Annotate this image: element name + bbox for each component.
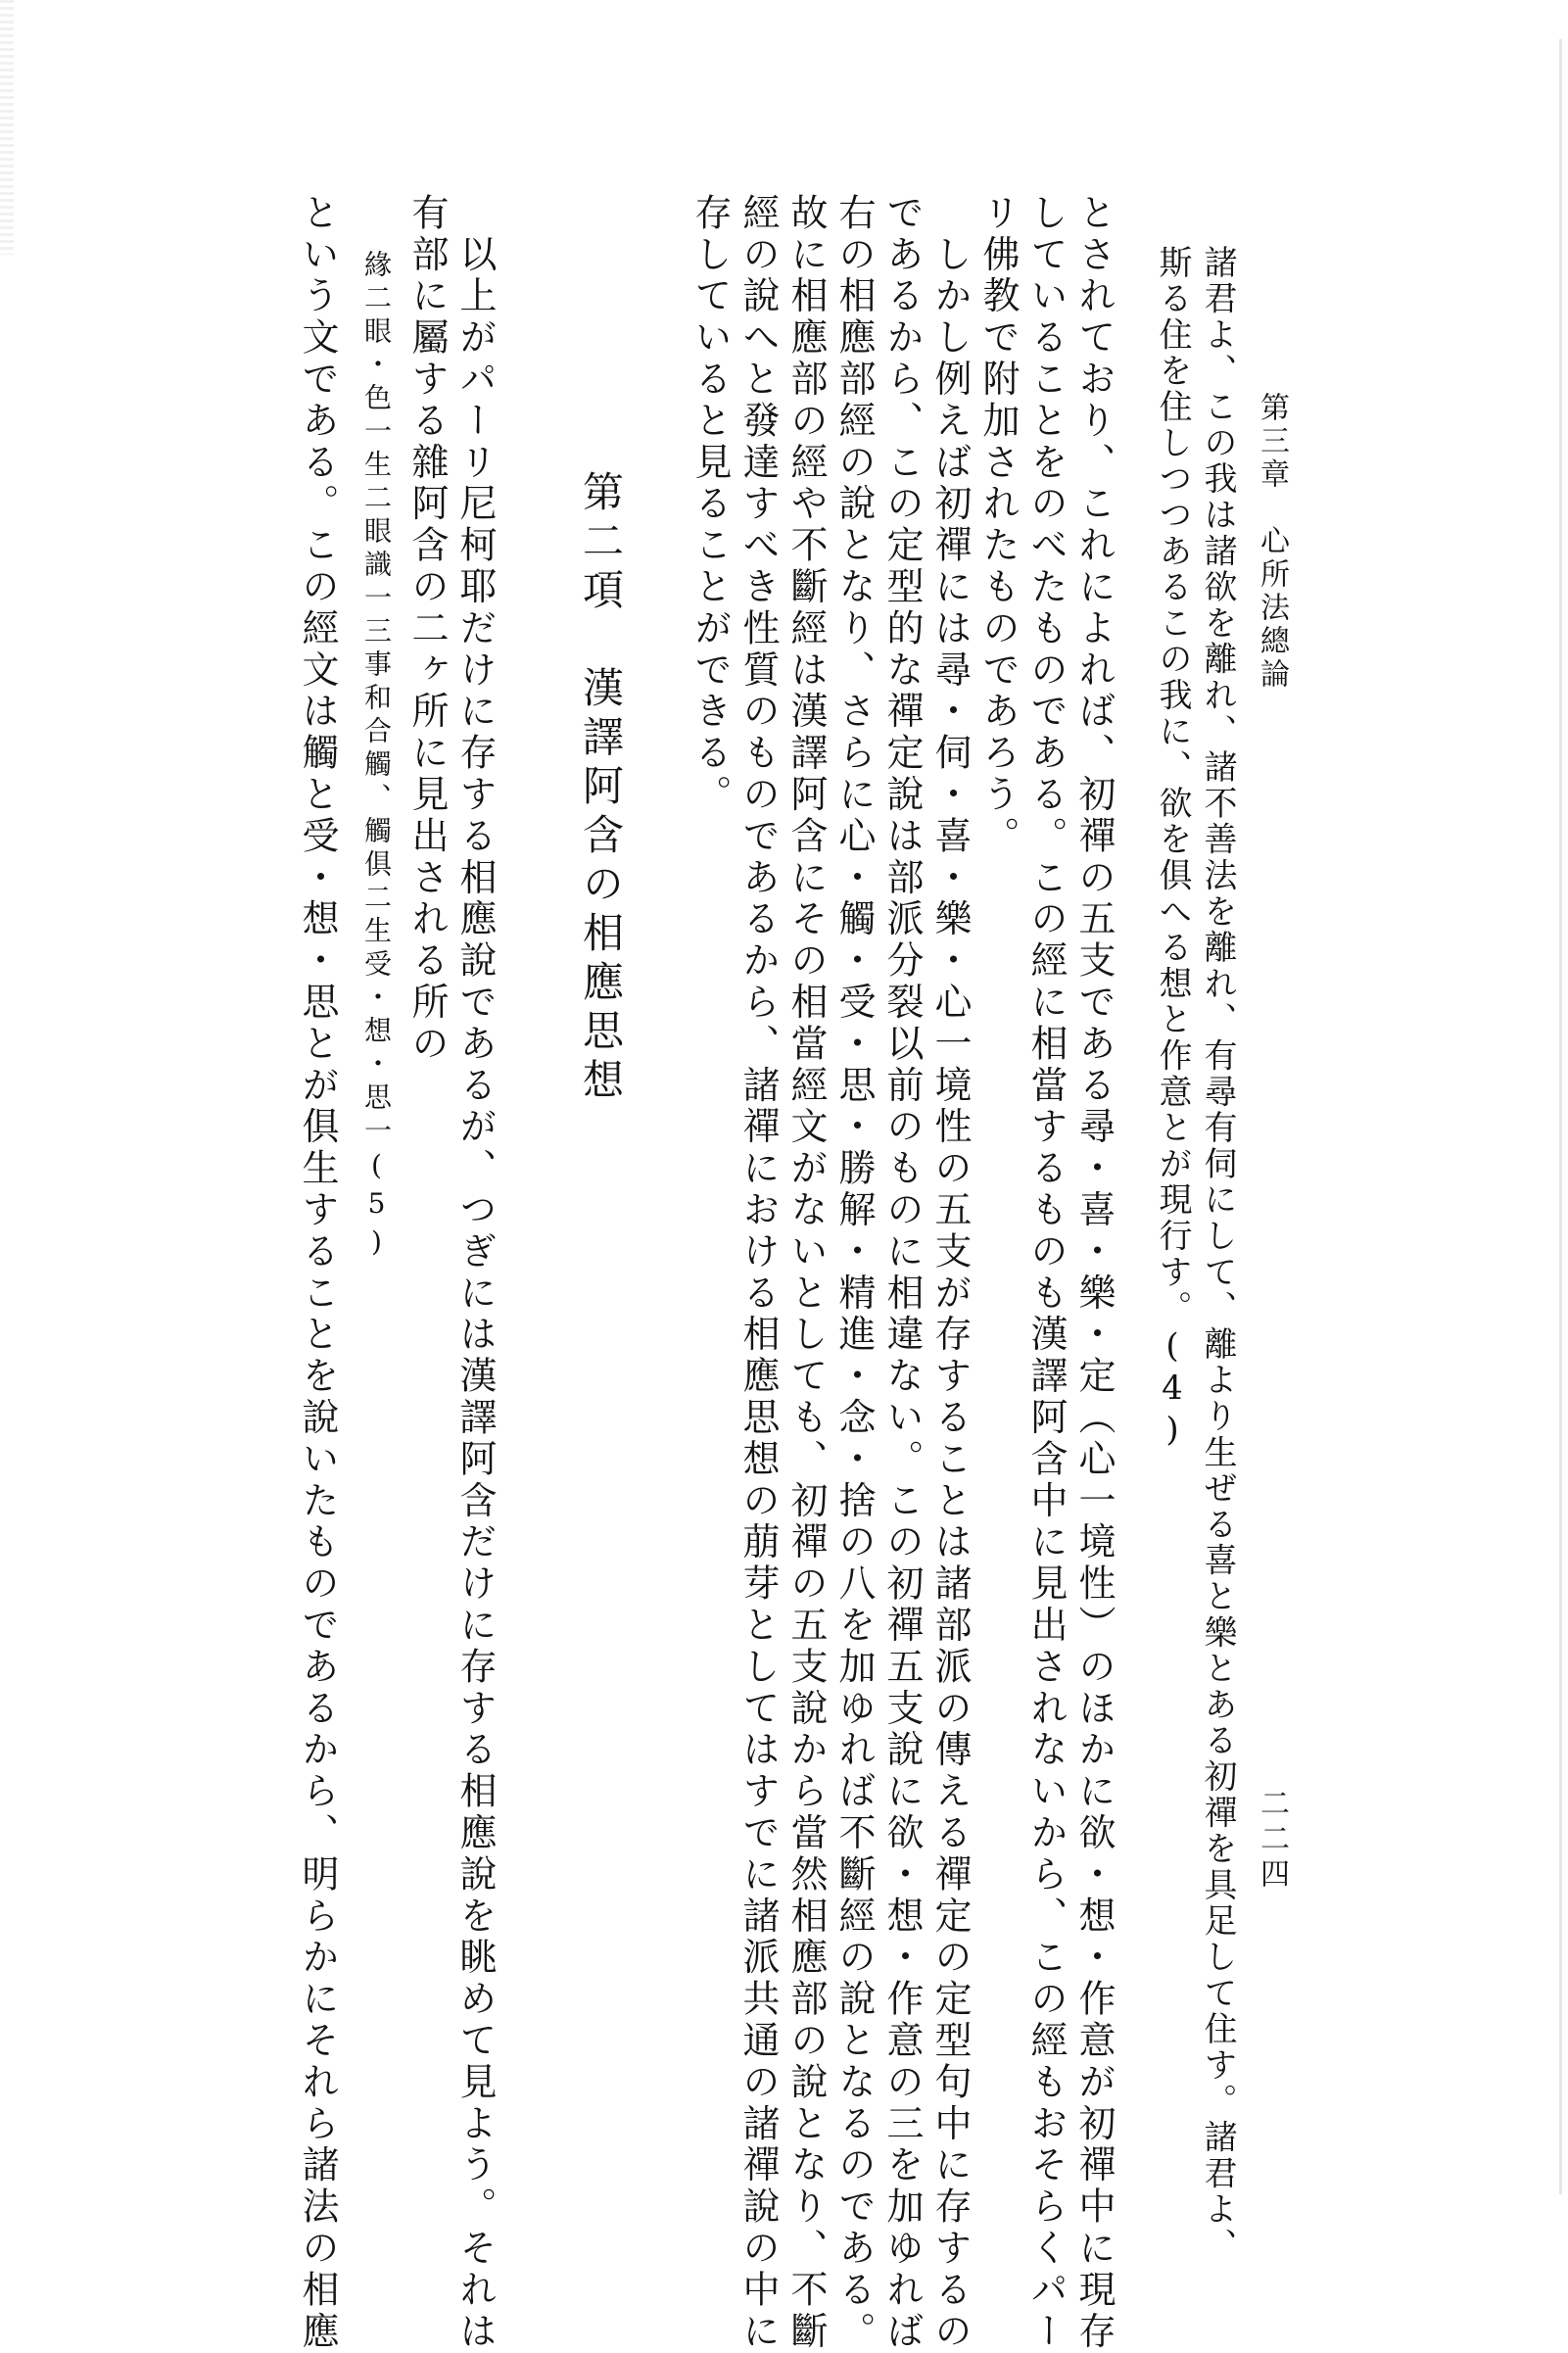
page-right-edge [1559, 39, 1562, 2194]
text-line-3: リ佛教で附加されたものであろう。 [976, 193, 1020, 858]
sutra-quote-line: 緣二眼・色一生二眼識一三事和合觸、觸俱二生受・想・思一(5) [360, 250, 393, 1264]
text-line-4: しかし例えば初禪には尋・伺・喜・樂・心一境性の五支が存することは諸部派の傳える禪定の定型句中に存するの [928, 193, 972, 2353]
text-line-11: 有部に屬する雜阿含の二ヶ所に見出される所の [405, 193, 449, 1066]
text-line-9: 存していると見ることができる。 [689, 193, 732, 816]
text-line-1: とされており、これによれば、初禪の五支である尋・喜・樂・定（心一境性）のほかに欲・想・作意が初禪中に現存 [1072, 193, 1116, 2353]
quote-line-1: 諸君よ、この我は諸欲を離れ、諸不善法を離れ、有尋有伺にして、離より生ぜる喜と樂とある初禪を具足して住す。諸君よ、 [1198, 245, 1237, 2264]
text-line-12: という文である。この經文は觸と受・想・思とが俱生することを說いたものであるから、明らかにそれら諸法の相應 [296, 193, 339, 2353]
page-number: 二二四 [1255, 1788, 1289, 1894]
text-line-8: 經の說へと發達すべき性質のものであるから、諸禪における相應思想の萠芽としてはすでに諸派共通の諸禪說の中に [736, 193, 780, 2353]
text-line-2: していることをのべたものである。この經に相當するものも漢譯阿含中に見出されないから、この經もおそらくパー [1024, 193, 1068, 2353]
text-line-7: 故に相應部の經や不斷經は漢譯阿含にその相當經文がないとしても、初禪の五支說から當然相應部の說となり、不斷 [784, 193, 828, 2353]
quote-line-2: 斯る住を住しつつあるこの我に、欲を俱へる想と作意とが現行す。(4) [1153, 245, 1192, 1453]
text-line-10: 以上がパーリ尼柯耶だけに存する相應說であるが、つぎには漢譯阿含だけに存する相應說を眺めて見よう。それは [453, 193, 497, 2353]
chapter-running-header: 第三章 心所法總論 [1255, 392, 1289, 692]
section-heading: 第二項 漢譯阿含の相應思想 [577, 470, 625, 1107]
page-binding-edge [0, 0, 14, 255]
text-line-5: であるから、この定型的な禪定說は部派分裂以前のものに相違ない。この初禪五支說に欲・想・作意の三を加ゆれば [880, 193, 924, 2353]
text-line-6: 右の相應部經の說となり、さらに心・觸・受・思・勝解・精進・念・捨の八を加ゆれば不斷經の說となるのである。 [832, 193, 876, 2353]
